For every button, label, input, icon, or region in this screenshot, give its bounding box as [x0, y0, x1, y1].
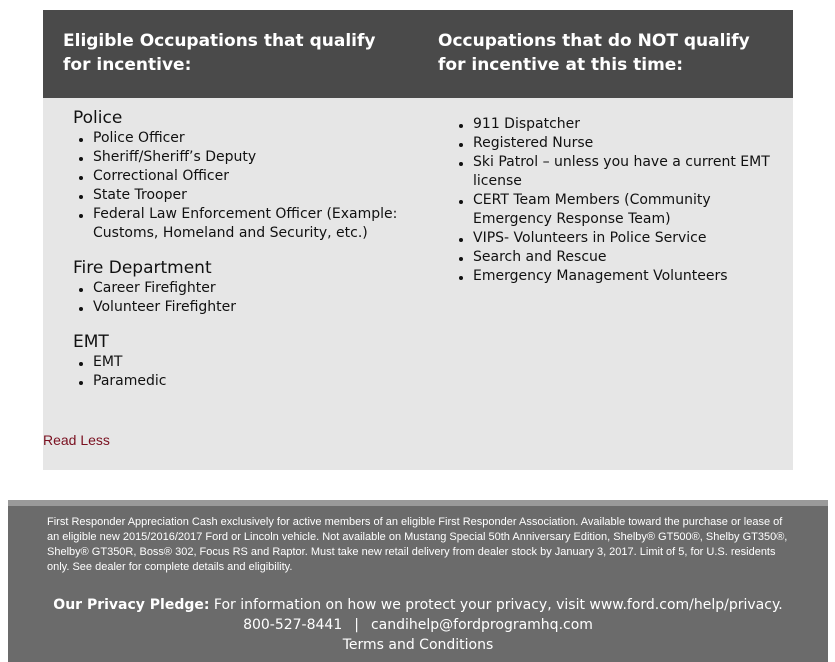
list-item: State Trooper: [93, 186, 413, 205]
list-item: Ski Patrol – unless you have a current EMT license: [473, 153, 793, 191]
not-eligible-header: Occupations that do NOT qualify for incentive at this time:: [438, 31, 750, 75]
list-item: Police Officer: [93, 129, 413, 148]
privacy-pledge: [8, 595, 828, 615]
group-emt: [73, 331, 413, 391]
not-eligible-list: [453, 115, 793, 286]
contact-line: [8, 615, 828, 635]
list-item: Paramedic: [93, 372, 413, 391]
list-item: Emergency Management Volunteers: [473, 267, 793, 286]
not-eligible-column: [453, 115, 793, 286]
list-item: Registered Nurse: [473, 134, 793, 153]
group-title: Fire Department: [73, 258, 212, 278]
email-link[interactable]: candihelp@fordprogramhq.com: [370, 617, 593, 633]
list-item: Federal Law Enforcement Officer (Example: Customs, Homeland and Security, etc.): [93, 205, 413, 243]
list-item: VIPS- Volunteers in Police Service: [473, 229, 793, 248]
separator: |: [354, 617, 359, 633]
list-item: 911 Dispatcher: [473, 115, 793, 134]
privacy-label: Our Privacy Pledge:: [53, 597, 210, 613]
list-item: Career Firefighter: [93, 279, 413, 298]
list-item: Sheriff/Sheriff’s Deputy: [93, 148, 413, 167]
occupations-table: [43, 10, 793, 470]
footer: [8, 500, 828, 662]
table-header: [43, 10, 793, 98]
fire-list: [73, 279, 413, 317]
terms-link[interactable]: Terms and Conditions: [342, 637, 494, 653]
list-item: CERT Team Members (Community Emergency Response Team): [473, 191, 793, 229]
terms-line: [8, 635, 828, 655]
read-less-link[interactable]: Read Less: [43, 432, 110, 448]
group-title: Police: [73, 108, 123, 128]
disclaimer-text: First Responder Appreciation Cash exclusively for active members of an eligible First Responder Association. Available toward the purchase or lease of an eligible new 2015/2016/2017 Ford or Lincoln vehicle. Not available on Mustang Special 50th Anniversary Edition, Shelby® GT500®, Shelby GT350®, Shelby® GT350R, Boss® 302, Focus RS and Raptor. Must take new retail delivery from dealer stock by January 3, 2017. Limit of 5, for U.S. residents only. See dealer for complete details and eligibility.: [47, 516, 788, 573]
phone-link[interactable]: 800-527-8441: [243, 617, 343, 633]
group-police: [73, 107, 413, 243]
list-item: Correctional Officer: [93, 167, 413, 186]
list-item: Volunteer Firefighter: [93, 298, 413, 317]
group-title: EMT: [73, 332, 109, 352]
eligible-header: Eligible Occupations that qualify for incentive:: [63, 31, 376, 75]
list-item: EMT: [93, 353, 413, 372]
emt-list: [73, 353, 413, 391]
privacy-text: For information on how we protect your privacy, visit www.ford.com/help/privacy.: [209, 597, 783, 613]
police-list: [73, 129, 413, 243]
group-fire-department: [73, 257, 413, 317]
eligible-column: [73, 107, 413, 405]
list-item: Search and Rescue: [473, 248, 793, 267]
